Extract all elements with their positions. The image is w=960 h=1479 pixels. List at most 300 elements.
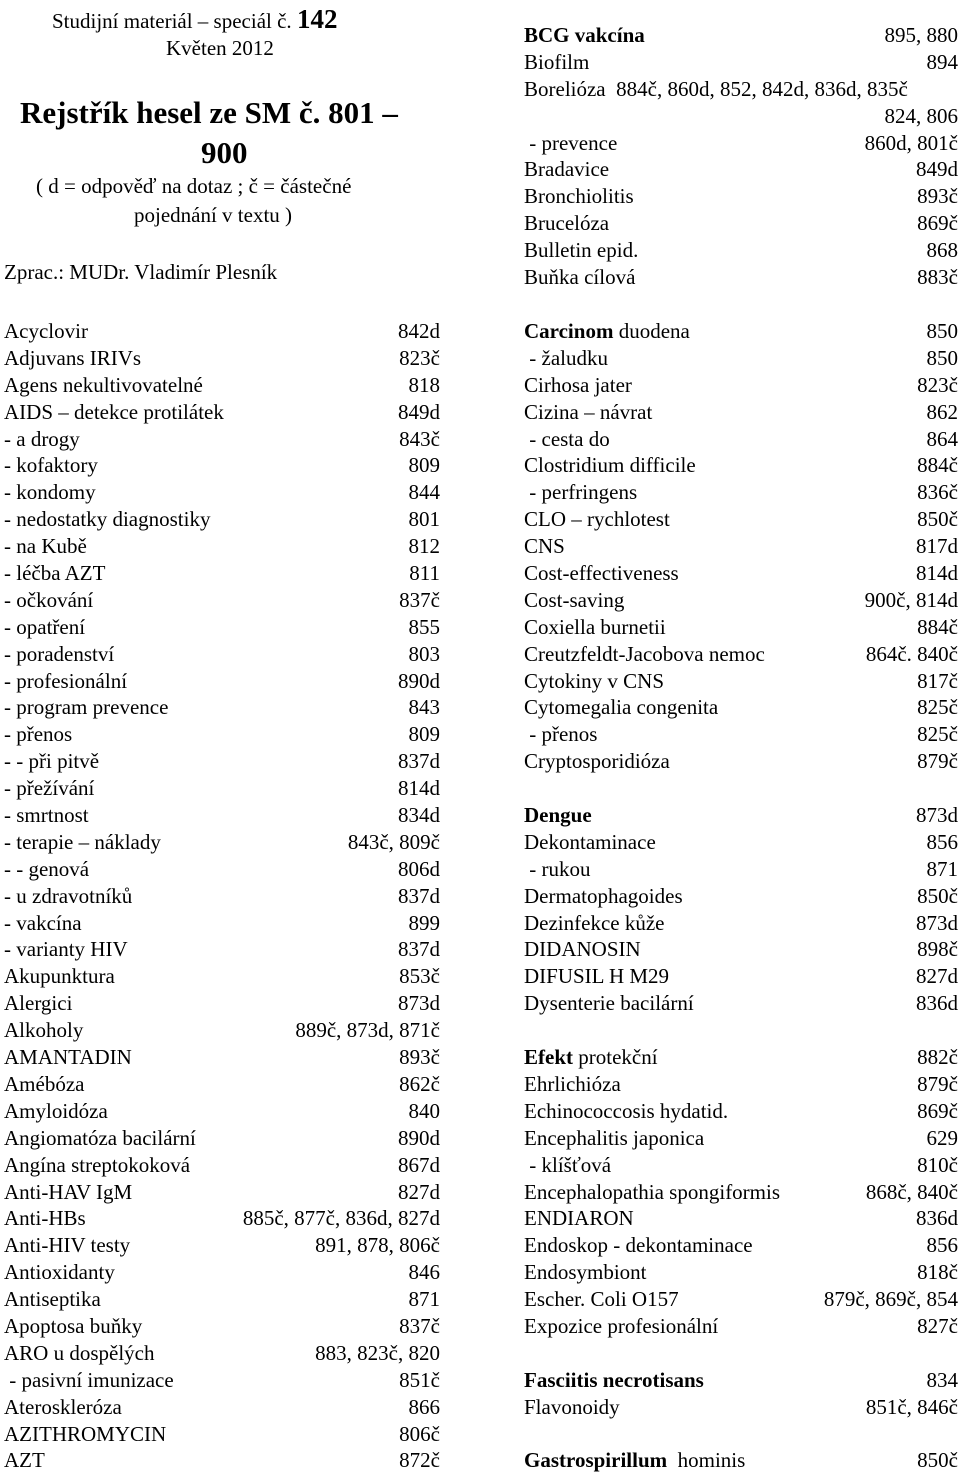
- index-entry: [524, 694, 958, 721]
- entry-term: ENDIARON: [524, 1206, 634, 1231]
- entry-term-wrap: [524, 1259, 647, 1286]
- entry-term-wrap: [524, 156, 609, 183]
- index-entry: [4, 856, 440, 883]
- entry-pages: 851č: [399, 1367, 440, 1392]
- entry-pages: 806d: [398, 856, 440, 881]
- index-entry: [524, 1286, 958, 1313]
- entry-pages: 812: [408, 534, 440, 559]
- entry-term: Antioxidanty: [4, 1260, 115, 1285]
- index-entry: [524, 1205, 958, 1232]
- entry-pages: 836č: [917, 480, 958, 505]
- index-entry: [4, 1044, 440, 1071]
- index-entry: [4, 533, 440, 560]
- entry-term-wrap: [524, 1098, 728, 1125]
- entry-term: - očkování: [4, 587, 94, 612]
- index-entry: [524, 802, 958, 829]
- entry-pages: 837d: [398, 883, 440, 908]
- index-entry: [524, 1044, 958, 1071]
- entry-term-wrap: [4, 1205, 86, 1232]
- entry-term-wrap: [524, 237, 638, 264]
- index-entry: [4, 1259, 440, 1286]
- entry-term-rest: duodena: [613, 319, 690, 343]
- entry-term-wrap: [4, 1098, 108, 1125]
- entry-term-wrap: [4, 1125, 196, 1152]
- entry-pages: 842d: [398, 319, 440, 343]
- entry-term: Cytokiny v CNS: [524, 668, 665, 693]
- entry-term-wrap: [524, 1367, 704, 1394]
- entry-term-wrap: [524, 210, 609, 237]
- index-entry: [524, 883, 958, 910]
- entry-term: - varianty HIV: [4, 937, 128, 962]
- entry-term: - prevence: [524, 130, 618, 155]
- entry-pages: 850č: [917, 507, 958, 532]
- entry-term-wrap: [4, 1259, 115, 1286]
- entry-term-wrap: [4, 1421, 166, 1448]
- index-entry: [524, 1125, 958, 1152]
- index-entry: [524, 237, 958, 264]
- index-entry: [4, 426, 440, 453]
- index-entry: [524, 1447, 958, 1474]
- entry-pages: 818: [408, 372, 440, 397]
- document-header: [4, 0, 440, 305]
- entry-term-wrap: [4, 668, 127, 695]
- header-line1-text: Studijní materiál – speciál č.: [52, 9, 292, 33]
- index-entry: [524, 721, 958, 748]
- entry-term: Angína streptokoková: [4, 1152, 191, 1177]
- entry-pages: 849d: [398, 399, 440, 424]
- entry-pages: 883č: [917, 265, 958, 290]
- entry-term: Echinococcosis hydatid.: [524, 1098, 729, 1123]
- entry-pages: 811: [409, 561, 440, 586]
- entry-term-wrap: [524, 1205, 634, 1232]
- entry-term-wrap: [524, 22, 645, 49]
- entry-term: AIDS – detekce protilátek: [4, 399, 224, 424]
- entry-pages: 895, 880: [884, 23, 958, 47]
- entry-term-wrap: [4, 1367, 174, 1394]
- index-entry: [524, 1313, 958, 1340]
- entry-term: Anti-HAV IgM: [4, 1179, 133, 1204]
- index-entry: [524, 426, 958, 453]
- index-list-right-top: [524, 22, 958, 291]
- entry-term: CNS: [524, 534, 565, 559]
- entry-term-wrap: [524, 587, 624, 614]
- entry-term-wrap: [4, 399, 224, 426]
- index-entry: [524, 936, 958, 963]
- entry-pages: 868č, 840č: [865, 1179, 958, 1204]
- entry-pages: 818č: [917, 1260, 958, 1285]
- entry-pages: 868: [926, 238, 958, 263]
- entry-term: DIDANOSIN: [524, 937, 641, 962]
- entry-term-wrap: [524, 130, 617, 157]
- index-entry: [524, 1232, 958, 1259]
- index-entry: [524, 479, 958, 506]
- entry-term-wrap: [4, 963, 115, 990]
- entry-term: Bradavice: [524, 157, 610, 182]
- index-entry: [524, 1394, 958, 1421]
- entry-term-wrap: [4, 1179, 132, 1206]
- entry-pages: 864č. 840č: [865, 641, 958, 666]
- entry-term: Angiomatóza bacilární: [4, 1125, 196, 1150]
- entry-term: AZITHROMYCIN: [4, 1421, 167, 1446]
- index-entry: [4, 1071, 440, 1098]
- entry-term: Ehrlichióza: [524, 1071, 621, 1096]
- entry-term-wrap: [524, 883, 683, 910]
- entry-term: - poradenství: [4, 641, 115, 666]
- entry-term-wrap: [4, 345, 141, 372]
- entry-term-wrap: [524, 668, 664, 695]
- entry-term: Akupunktura: [4, 964, 115, 989]
- entry-term: Cizina – návrat: [524, 399, 653, 424]
- entry-term-wrap: [524, 76, 908, 103]
- index-entry: [524, 990, 958, 1017]
- entry-term: DIFUSIL H M29: [524, 964, 670, 989]
- entry-term-wrap: [4, 1044, 132, 1071]
- entry-term-wrap: [4, 614, 85, 641]
- entry-term: Dekontaminace: [524, 829, 656, 854]
- entry-pages: 827d: [398, 1179, 440, 1204]
- entry-pages: 837d: [398, 749, 440, 774]
- index-entry: [4, 1232, 440, 1259]
- entry-pages: 884č: [917, 453, 958, 478]
- entry-pages: 629: [926, 1125, 958, 1150]
- entry-term-wrap: [4, 1017, 83, 1044]
- index-entry: [4, 1152, 440, 1179]
- entry-term-wrap: [4, 990, 72, 1017]
- entry-term: Endosymbiont: [524, 1260, 647, 1285]
- entry-pages: 834: [926, 1367, 958, 1392]
- index-entry: [4, 694, 440, 721]
- entry-pages: 873d: [916, 803, 958, 828]
- index-entry: [524, 1259, 958, 1286]
- index-entry: [4, 1421, 440, 1448]
- index-entry: [4, 748, 440, 775]
- entry-pages: 817č: [917, 668, 958, 693]
- index-entry: [524, 1179, 958, 1206]
- entry-term: Dysenterie bacilární: [524, 991, 694, 1016]
- page-title: Rejstřík hesel ze SM č. 801 –: [20, 95, 398, 130]
- entry-term-wrap: [4, 721, 72, 748]
- entry-term: Anti-HBs: [4, 1206, 86, 1231]
- entry-pages: 867d: [398, 1152, 440, 1177]
- entry-pages: 862č: [399, 1071, 440, 1096]
- entry-term-wrap: [4, 1340, 155, 1367]
- entry-pages: 836d: [916, 991, 958, 1016]
- entry-pages: 843č: [399, 426, 440, 451]
- index-entry: [524, 210, 958, 237]
- index-entry: [524, 156, 958, 183]
- entry-term-wrap: [4, 856, 89, 883]
- index-entry: [4, 1313, 440, 1340]
- index-entry: [524, 345, 958, 372]
- entry-term-wrap: [4, 802, 89, 829]
- index-entry: [4, 1125, 440, 1152]
- header-date: Květen 2012: [166, 36, 274, 60]
- entry-term: Encephalitis japonica: [524, 1125, 705, 1150]
- entry-pages: 894: [926, 49, 958, 74]
- entry-pages: 840: [408, 1098, 440, 1123]
- entry-pages: 893č: [917, 184, 958, 209]
- entry-term-wrap: [524, 426, 610, 453]
- entry-term-wrap: [4, 479, 96, 506]
- entry-term-wrap: [524, 1232, 753, 1259]
- section-gap: [524, 1017, 958, 1044]
- page-title-line2: 900: [201, 135, 248, 170]
- entry-pages: 806č: [399, 1421, 440, 1446]
- entry-term: Cirhosa jater: [524, 372, 632, 397]
- entry-term-wrap: [524, 560, 679, 587]
- entry-pages: 879č, 869č, 854: [823, 1287, 958, 1312]
- section-gap: [524, 775, 958, 802]
- entry-pages: 851č, 846č: [865, 1394, 958, 1419]
- entry-term-wrap: [524, 264, 635, 291]
- entry-term-wrap: [524, 614, 666, 641]
- entry-pages: 866: [408, 1394, 440, 1419]
- entry-pages: 873d: [916, 910, 958, 935]
- index-entry: [524, 183, 958, 210]
- entry-term: - a drogy: [4, 426, 80, 451]
- index-entry: [524, 103, 958, 130]
- entry-term-wrap: [524, 829, 656, 856]
- entry-term-wrap: [524, 345, 608, 372]
- index-entry: [524, 452, 958, 479]
- entry-pages: 827d: [916, 964, 958, 989]
- entry-pages: 898č: [917, 937, 958, 962]
- entry-term: Antiseptika: [4, 1287, 101, 1312]
- entry-term-wrap: [4, 560, 105, 587]
- entry-term-wrap: [4, 1313, 142, 1340]
- entry-pages: 814d: [916, 561, 958, 586]
- entry-term: Endoskop - dekontaminace: [524, 1233, 753, 1258]
- entry-term: - nedostatky diagnostiky: [4, 507, 211, 532]
- entry-term: - přenos: [524, 722, 598, 747]
- entry-pages: 850č: [917, 883, 958, 908]
- entry-term: Biofilm: [524, 49, 590, 74]
- index-entry: [4, 1205, 440, 1232]
- entry-pages: 864: [926, 426, 958, 451]
- index-entry: [4, 614, 440, 641]
- index-entry: [4, 641, 440, 668]
- index-entry: [4, 775, 440, 802]
- entry-term: Amyloidóza: [4, 1098, 108, 1123]
- index-entry: [524, 130, 958, 157]
- entry-term: - přežívání: [4, 776, 95, 801]
- entry-term-wrap: [4, 318, 88, 345]
- entry-term: Agens nekultivovatelné: [4, 372, 203, 397]
- entry-term-wrap: [524, 1447, 745, 1474]
- entry-term: Encephalopathia spongiformis: [524, 1179, 781, 1204]
- index-entry: [524, 264, 958, 291]
- index-entry: [524, 910, 958, 937]
- entry-pages: 846: [408, 1260, 440, 1285]
- index-entry: [4, 1179, 440, 1206]
- entry-pages: 890d: [398, 668, 440, 693]
- entry-term-wrap: [4, 506, 210, 533]
- entry-term-wrap: [524, 533, 565, 560]
- index-entry: [4, 1098, 440, 1125]
- entry-term: Dezinfekce kůže: [524, 910, 665, 935]
- entry-term-wrap: [4, 452, 98, 479]
- entry-term: - pasivní imunizace: [4, 1367, 174, 1392]
- entry-pages: 837č: [399, 587, 440, 612]
- entry-pages: 855: [408, 614, 440, 639]
- index-list-left: [4, 318, 440, 1474]
- index-entry: [4, 1447, 440, 1474]
- entry-term: - léčba AZT: [4, 561, 106, 586]
- entry-pages: 814d: [398, 776, 440, 801]
- entry-term: Dengue: [524, 803, 592, 828]
- entry-term-rest: hominis: [667, 1448, 746, 1473]
- entry-pages: 884č: [917, 614, 958, 639]
- entry-pages: 824, 806: [884, 103, 958, 128]
- entry-term: Alergici: [4, 991, 73, 1016]
- entry-pages: 871: [408, 1287, 440, 1312]
- entry-term-wrap: [524, 936, 641, 963]
- entry-term: Cost-effectiveness: [524, 561, 679, 586]
- index-entry: [4, 829, 440, 856]
- entry-term: Cytomegalia congenita: [524, 695, 719, 720]
- entry-term-wrap: [524, 748, 670, 775]
- entry-term-wrap: [524, 1179, 780, 1206]
- entry-term: Anti-HIV testy: [4, 1233, 131, 1258]
- entry-term: - kondomy: [4, 480, 96, 505]
- index-entry: [4, 506, 440, 533]
- entry-term-wrap: [4, 829, 161, 856]
- entry-term: Gastrospirillum: [524, 1448, 668, 1473]
- entry-term: Escher. Coli O157: [524, 1287, 679, 1312]
- header-line1: [52, 4, 337, 35]
- entry-pages: 817d: [916, 534, 958, 559]
- index-entry: [524, 372, 958, 399]
- entry-term: - - při pitvě: [4, 749, 100, 774]
- entry-pages: 834d: [398, 803, 440, 828]
- entry-pages: 873d: [398, 991, 440, 1016]
- entry-pages: 809: [408, 453, 440, 478]
- entry-pages: 872č: [399, 1448, 440, 1473]
- entry-term-wrap: [4, 533, 87, 560]
- entry-term: - - genová: [4, 856, 90, 881]
- section-gap: [524, 1421, 958, 1448]
- entry-term-wrap: [524, 318, 690, 345]
- index-entry: [4, 910, 440, 937]
- entry-pages: 803: [408, 641, 440, 666]
- entry-pages: 837č: [399, 1313, 440, 1338]
- legend-note-line1: ( d = odpověď na dotaz ; č = částečné: [36, 174, 352, 198]
- entry-pages: 900č, 814d: [864, 587, 958, 612]
- entry-term: - žaludku: [524, 345, 608, 370]
- entry-term-wrap: [4, 1071, 84, 1098]
- index-entry: [4, 587, 440, 614]
- index-entry: [524, 49, 958, 76]
- entry-pages: 837d: [398, 937, 440, 962]
- entry-term: Buňka cílová: [524, 265, 636, 290]
- index-entry: [524, 399, 958, 426]
- entry-term-wrap: [524, 1044, 658, 1071]
- entry-term-wrap: [4, 775, 94, 802]
- entry-term: Cryptosporidióza: [524, 749, 670, 774]
- index-entry: [4, 963, 440, 990]
- entry-term: - opatření: [4, 614, 86, 639]
- entry-term: BCG vakcína: [524, 23, 645, 47]
- index-entry: [4, 372, 440, 399]
- entry-term-wrap: [524, 1152, 611, 1179]
- entry-term: Carcinom: [524, 319, 614, 343]
- entry-term: Expozice profesionální: [524, 1313, 719, 1338]
- index-list-right-main: [524, 318, 958, 1474]
- entry-pages: 801: [408, 507, 440, 532]
- index-entry: [524, 1071, 958, 1098]
- entry-pages: 889č, 873d, 871č: [295, 1018, 440, 1043]
- left-column: [4, 0, 440, 1473]
- index-entry: [4, 1367, 440, 1394]
- entry-pages: 836d: [916, 1206, 958, 1231]
- index-entry: [524, 829, 958, 856]
- entry-term-wrap: [4, 426, 80, 453]
- index-entry: [524, 318, 958, 345]
- entry-term: Apoptosa buňky: [4, 1313, 143, 1338]
- entry-pages: 856: [926, 829, 958, 854]
- entry-term-wrap: [524, 963, 669, 990]
- entry-pages: 869č: [917, 211, 958, 236]
- entry-term-wrap: [4, 748, 99, 775]
- index-entry: [4, 883, 440, 910]
- entry-term: - perfringens: [524, 480, 638, 505]
- entry-term: Bronchiolitis: [524, 184, 634, 209]
- entry-term-wrap: [524, 1394, 620, 1421]
- entry-pages: 809: [408, 722, 440, 747]
- index-entry: [4, 802, 440, 829]
- entry-term-wrap: [524, 452, 696, 479]
- index-entry: [4, 936, 440, 963]
- entry-pages: 891, 878, 806č: [315, 1233, 440, 1258]
- header-number: 142: [296, 4, 338, 34]
- index-entry: [524, 614, 958, 641]
- entry-term-wrap: [524, 49, 589, 76]
- index-entry: [4, 479, 440, 506]
- entry-term-wrap: [524, 183, 634, 210]
- entry-term: ARO u dospělých: [4, 1340, 155, 1365]
- index-entry: [4, 1286, 440, 1313]
- entry-term-wrap: [4, 1447, 45, 1474]
- entry-pages: 853č: [399, 964, 440, 989]
- entry-term: - rukou: [524, 856, 591, 881]
- entry-pages: 893č: [399, 1045, 440, 1070]
- index-entry: [524, 533, 958, 560]
- entry-term: - přenos: [4, 722, 73, 747]
- entry-term-wrap: [4, 883, 132, 910]
- legend-note-line2: pojednání v textu ): [134, 203, 293, 227]
- entry-term: Cost-saving: [524, 587, 625, 612]
- entry-term-wrap: [4, 1152, 190, 1179]
- entry-term-wrap: [4, 1394, 122, 1421]
- section-gap: [524, 1340, 958, 1367]
- entry-term-wrap: [524, 641, 765, 668]
- entry-term-wrap: [524, 910, 665, 937]
- index-entry: [524, 587, 958, 614]
- index-entry: [4, 1017, 440, 1044]
- entry-pages: 890d: [398, 1125, 440, 1150]
- entry-term-wrap: [4, 587, 93, 614]
- entry-term-wrap: [524, 802, 592, 829]
- entry-term-wrap: [524, 694, 718, 721]
- entry-term: - na Kubě: [4, 534, 87, 559]
- index-entry: [524, 76, 958, 103]
- index-entry: [4, 345, 440, 372]
- entry-pages: 869č: [917, 1098, 958, 1123]
- entry-term-wrap: [4, 372, 203, 399]
- index-entry: [4, 560, 440, 587]
- entry-term: - program prevence: [4, 695, 169, 720]
- entry-term-wrap: [524, 479, 637, 506]
